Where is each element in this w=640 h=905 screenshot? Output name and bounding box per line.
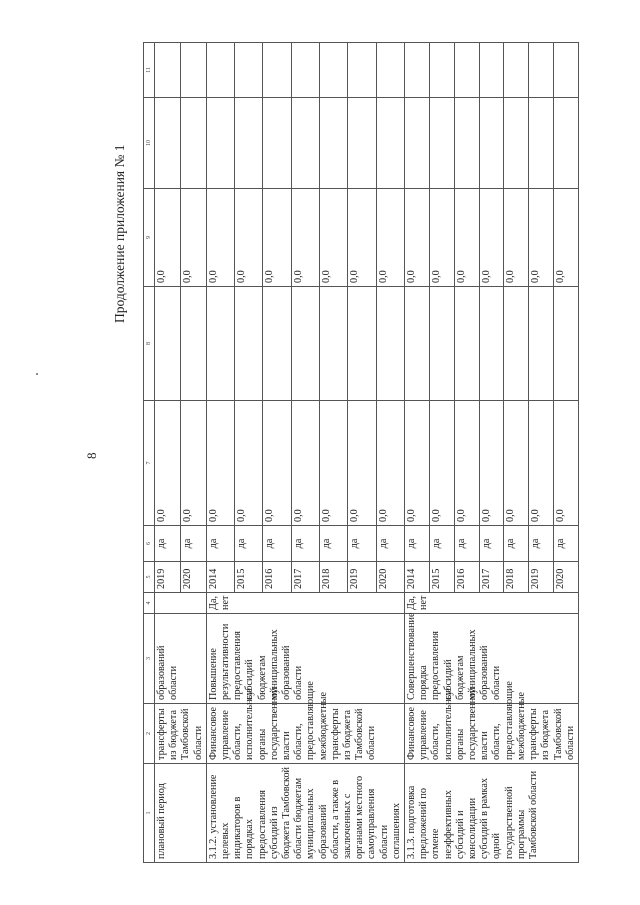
table-row (405, 43, 430, 863)
value-cell-8 (235, 287, 263, 401)
value-cell-11 (429, 43, 454, 98)
value-cell-7: 0,0 (206, 401, 234, 526)
flag-cell: да (348, 526, 376, 562)
value-cell-7: 0,0 (348, 401, 376, 526)
value-cell-7: 0,0 (479, 401, 504, 526)
col-number: 7 (144, 401, 155, 526)
value-cell-10 (504, 98, 529, 189)
year-cell: 2017 (291, 562, 319, 593)
col-number: 8 (144, 287, 155, 401)
value-cell-9: 0,0 (206, 189, 234, 287)
value-cell-8 (454, 287, 479, 401)
value-cell-8 (348, 287, 376, 401)
value-cell-9: 0,0 (180, 189, 206, 287)
value-cell-9: 0,0 (348, 189, 376, 287)
value-cell-9: 0,0 (504, 189, 529, 287)
year-cell: 2016 (454, 562, 479, 593)
year-cell: 2020 (554, 562, 579, 593)
value-cell-11 (348, 43, 376, 98)
value-cell-9: 0,0 (454, 189, 479, 287)
value-cell-7: 0,0 (504, 401, 529, 526)
value-cell-11 (529, 43, 554, 98)
flag-cell: да (454, 526, 479, 562)
value-cell-7: 0,0 (291, 401, 319, 526)
value-cell-11 (479, 43, 504, 98)
value-cell-10 (479, 98, 504, 189)
value-cell-9: 0,0 (376, 189, 404, 287)
value-cell-11 (454, 43, 479, 98)
result-cell: Совершенствование порядка предоставления субсидий бюджетам муниципальных образований области (405, 614, 579, 704)
value-cell-11 (554, 43, 579, 98)
value-cell-8 (529, 287, 554, 401)
year-cell: 2014 (405, 562, 430, 593)
value-cell-8 (479, 287, 504, 401)
table-row (155, 43, 181, 863)
value-cell-11 (235, 43, 263, 98)
year-cell: 2018 (504, 562, 529, 593)
flag-cell: да (263, 526, 291, 562)
value-cell-9: 0,0 (429, 189, 454, 287)
value-cell-9: 0,0 (529, 189, 554, 287)
value-cell-10 (348, 98, 376, 189)
year-cell: 2019 (155, 562, 181, 593)
flag-cell: да (529, 526, 554, 562)
flag-cell: да (479, 526, 504, 562)
value-cell-10 (405, 98, 430, 189)
value-cell-11 (504, 43, 529, 98)
year-cell: 2016 (263, 562, 291, 593)
value-cell-9: 0,0 (405, 189, 430, 287)
value-cell-8 (429, 287, 454, 401)
unit-cell: Да, нет (405, 593, 579, 614)
scan-speck (36, 373, 38, 375)
value-cell-8 (320, 287, 348, 401)
value-cell-8 (291, 287, 319, 401)
value-cell-10 (263, 98, 291, 189)
value-cell-8 (504, 287, 529, 401)
value-cell-10 (206, 98, 234, 189)
value-cell-8 (206, 287, 234, 401)
flag-cell: да (320, 526, 348, 562)
value-cell-9: 0,0 (291, 189, 319, 287)
flag-cell: да (504, 526, 529, 562)
flag-cell: да (180, 526, 206, 562)
value-cell-8 (155, 287, 181, 401)
unit-cell (155, 593, 207, 614)
year-cell: 2020 (376, 562, 404, 593)
flag-cell: да (554, 526, 579, 562)
value-cell-10 (429, 98, 454, 189)
value-cell-10 (554, 98, 579, 189)
value-cell-9: 0,0 (320, 189, 348, 287)
unit-cell: Да, нет (206, 593, 404, 614)
value-cell-9: 0,0 (155, 189, 181, 287)
value-cell-10 (235, 98, 263, 189)
col-number: 4 (144, 593, 155, 614)
value-cell-8 (376, 287, 404, 401)
value-cell-7: 0,0 (405, 401, 430, 526)
column-number-row (144, 43, 155, 863)
value-cell-10 (320, 98, 348, 189)
value-cell-11 (405, 43, 430, 98)
value-cell-7: 0,0 (529, 401, 554, 526)
result-cell: образований области (155, 614, 207, 704)
measure-cell: плановый период (155, 764, 207, 863)
year-cell: 2019 (348, 562, 376, 593)
year-cell: 2018 (320, 562, 348, 593)
result-cell: Повышение результативности предоставления субсидий бюджетам муниципальных образований области (206, 614, 404, 704)
value-cell-10 (454, 98, 479, 189)
year-cell: 2015 (235, 562, 263, 593)
value-cell-11 (155, 43, 181, 98)
value-cell-10 (291, 98, 319, 189)
value-cell-7: 0,0 (429, 401, 454, 526)
col-number: 2 (144, 704, 155, 764)
flag-cell: да (376, 526, 404, 562)
value-cell-11 (180, 43, 206, 98)
value-cell-11 (263, 43, 291, 98)
value-cell-10 (155, 98, 181, 189)
value-cell-7: 0,0 (155, 401, 181, 526)
flag-cell: да (405, 526, 430, 562)
value-cell-11 (376, 43, 404, 98)
col-number: 5 (144, 562, 155, 593)
continuation-title: Продолжение приложения № 1 (112, 144, 127, 323)
value-cell-7: 0,0 (454, 401, 479, 526)
year-cell: 2014 (206, 562, 234, 593)
flag-cell: да (429, 526, 454, 562)
value-cell-7: 0,0 (235, 401, 263, 526)
value-cell-11 (206, 43, 234, 98)
executor-cell: Финансовое управление области, исполнительные органы государственной власти области, предоставляющие межбюджетные трансферты из бюджета Тамбовской области (206, 704, 404, 764)
value-cell-10 (180, 98, 206, 189)
value-cell-11 (320, 43, 348, 98)
col-number: 9 (144, 189, 155, 287)
value-cell-9: 0,0 (263, 189, 291, 287)
flag-cell: да (235, 526, 263, 562)
value-cell-10 (376, 98, 404, 189)
flag-cell: да (291, 526, 319, 562)
flag-cell: да (206, 526, 234, 562)
value-cell-9: 0,0 (235, 189, 263, 287)
year-cell: 2020 (180, 562, 206, 593)
measures-table (143, 42, 579, 863)
measure-cell: 3.1.2. установление целевых индикаторов в порядках предоставления субсидий из бюджета Тамбовской области бюджетам муниципальных образований области, а также в заключенных с органами местного самоуправления области соглашениях (206, 764, 404, 863)
value-cell-9: 0,0 (554, 189, 579, 287)
col-number: 10 (144, 98, 155, 189)
col-number: 6 (144, 526, 155, 562)
col-number: 1 (144, 764, 155, 863)
year-cell: 2015 (429, 562, 454, 593)
executor-cell: трансферты из бюджета Тамбовской области (155, 704, 207, 764)
value-cell-11 (291, 43, 319, 98)
page-number: 8 (84, 452, 99, 459)
year-cell: 2019 (529, 562, 554, 593)
value-cell-7: 0,0 (180, 401, 206, 526)
value-cell-7: 0,0 (376, 401, 404, 526)
executor-cell: Финансовое управление области, исполнительные органы государственной власти области, предоставляющие межбюджетные трансферты из бюджета Тамбовской области (405, 704, 579, 764)
value-cell-8 (405, 287, 430, 401)
value-cell-7: 0,0 (263, 401, 291, 526)
value-cell-7: 0,0 (554, 401, 579, 526)
table-row (206, 43, 234, 863)
value-cell-8 (554, 287, 579, 401)
value-cell-8 (180, 287, 206, 401)
value-cell-7: 0,0 (320, 401, 348, 526)
measure-cell: 3.1.3. подготовка предложений по отмене неэффективных субсидий и консолидации субсидий в рамках одной государственной программы Тамбовской области (405, 764, 579, 863)
year-cell: 2017 (479, 562, 504, 593)
col-number: 11 (144, 43, 155, 98)
col-number: 3 (144, 614, 155, 704)
value-cell-8 (263, 287, 291, 401)
value-cell-10 (529, 98, 554, 189)
value-cell-9: 0,0 (479, 189, 504, 287)
flag-cell: да (155, 526, 181, 562)
